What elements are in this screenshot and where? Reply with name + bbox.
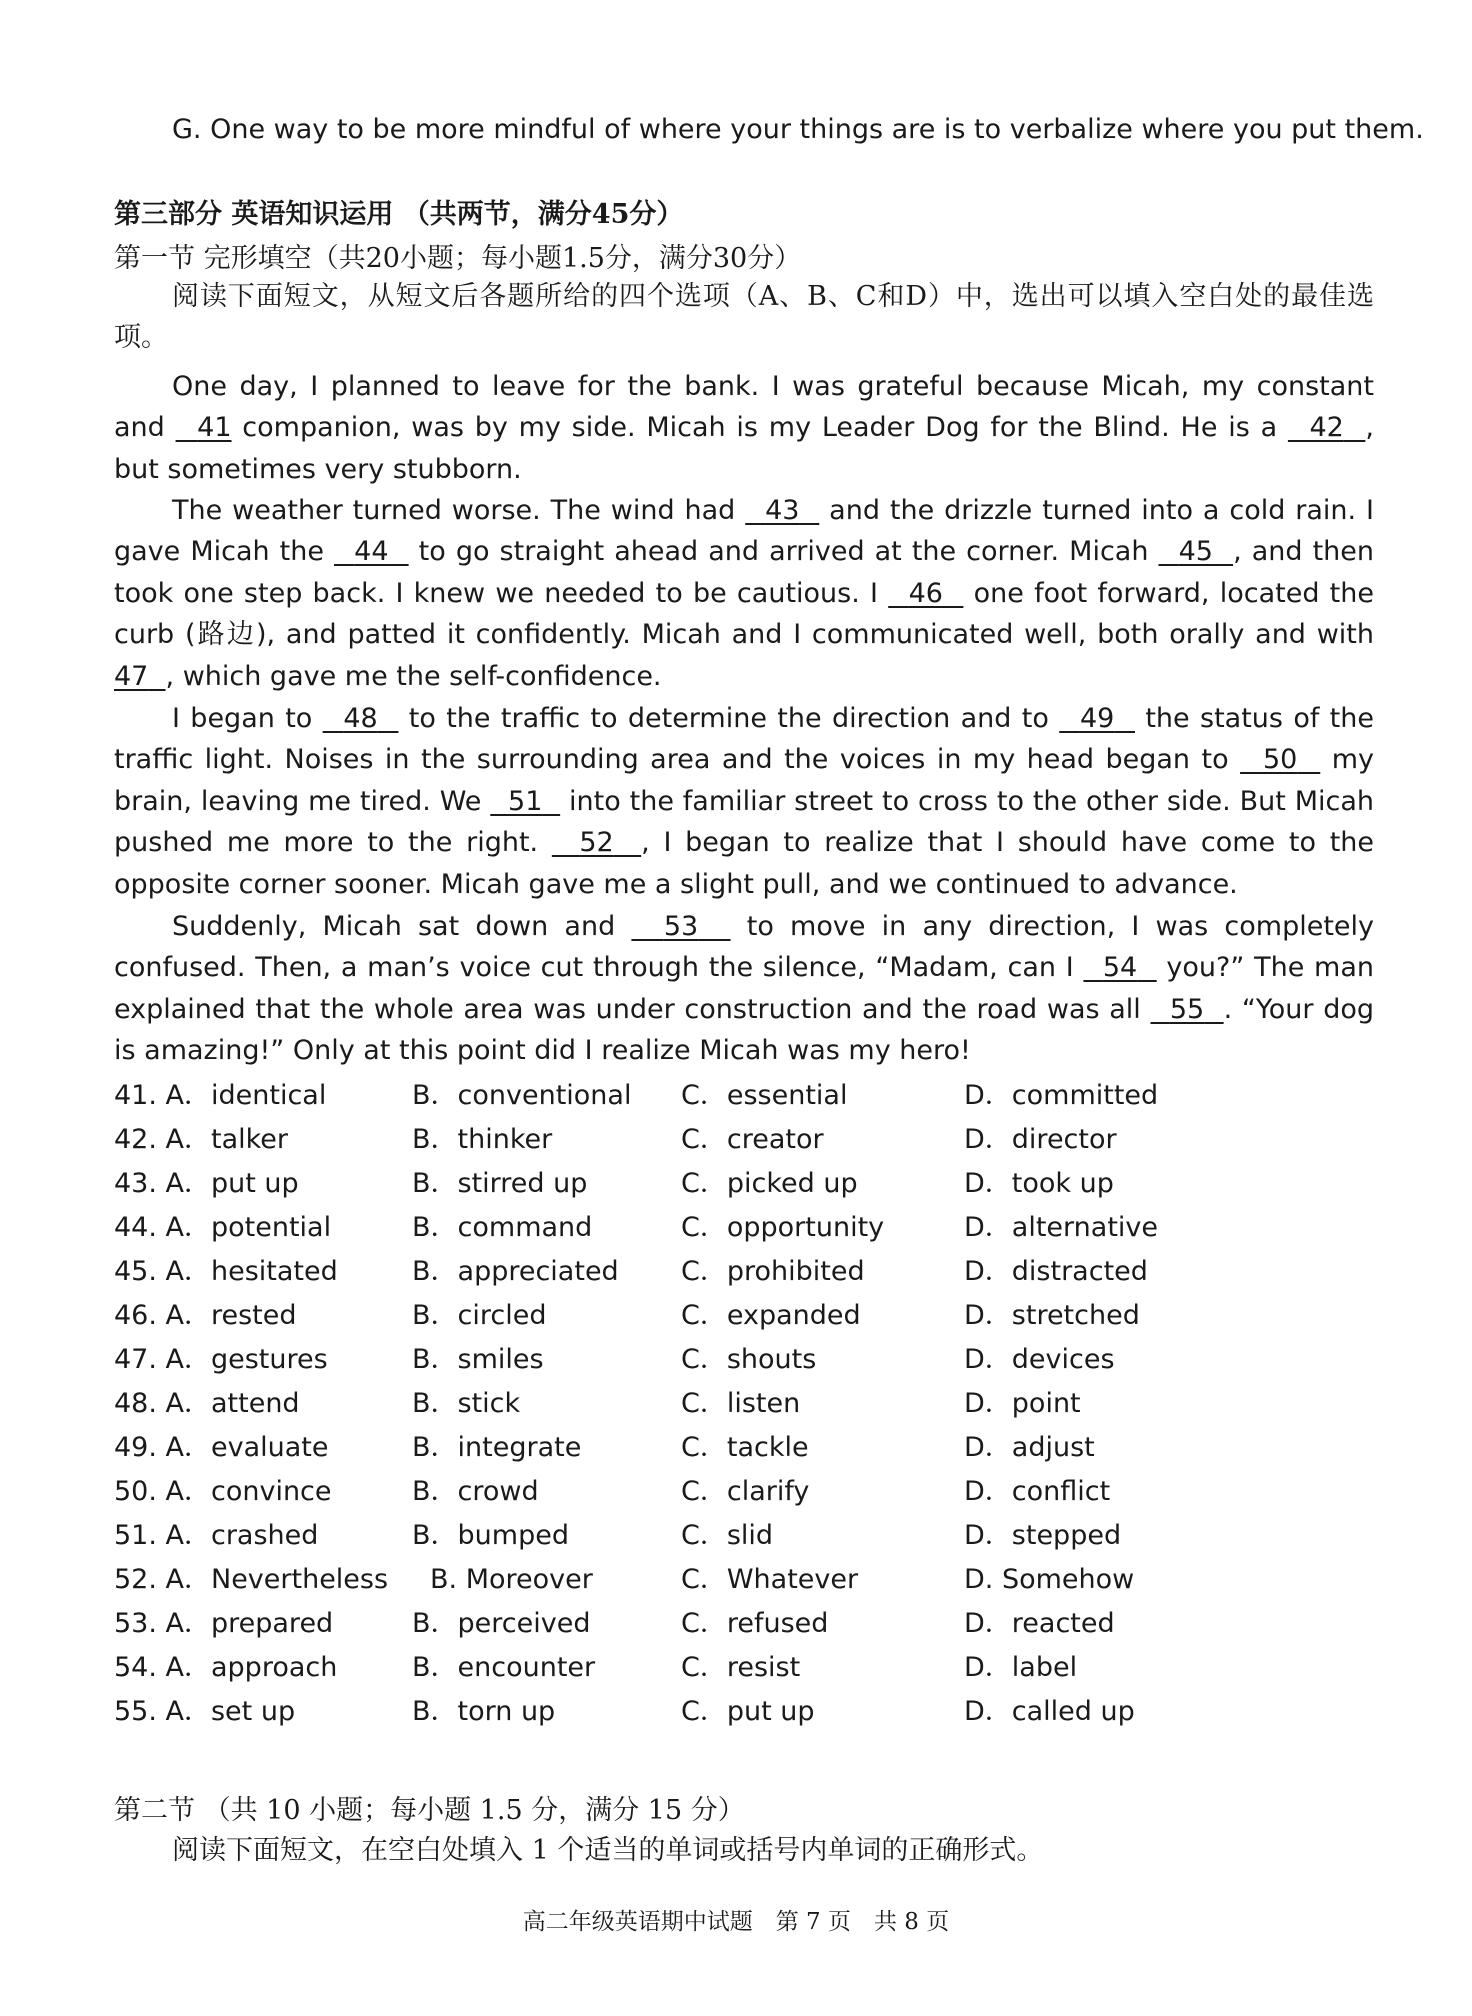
- blank-46: 46: [908, 577, 943, 609]
- option-c: C．refused: [681, 1608, 829, 1639]
- passage-paragraph-4: [114, 906, 1374, 1072]
- text: to the traffic to determine the direction and to: [398, 703, 1060, 734]
- text: into the familiar street to cross to the other side. But Micah pushed me more to the right.: [114, 785, 1374, 859]
- option-row-53: [114, 1602, 1214, 1646]
- option-a: 48. A．attend: [114, 1388, 300, 1419]
- text: , but sometimes very stubborn.: [114, 412, 1374, 485]
- option-d: D．point: [964, 1388, 1081, 1419]
- option-c: C．prohibited: [681, 1256, 865, 1287]
- option-d: D．devices: [964, 1344, 1115, 1375]
- blank-47: 47: [114, 660, 149, 692]
- blank-52: 52: [579, 827, 614, 859]
- option-a: 46. A．rested: [114, 1300, 297, 1331]
- option-d: D. Somehow: [964, 1564, 1135, 1595]
- blank-53: 53: [663, 911, 699, 942]
- option-c: C．tackle: [681, 1432, 809, 1463]
- option-d: D．alternative: [964, 1212, 1158, 1243]
- option-row-44: [114, 1206, 1214, 1250]
- option-b: B．thinker: [412, 1124, 553, 1155]
- option-d: D．stepped: [964, 1520, 1122, 1551]
- option-c: C．picked up: [681, 1168, 858, 1199]
- option-c: C．put up: [681, 1696, 815, 1727]
- blank-48: 48: [343, 703, 378, 734]
- option-d: D．adjust: [964, 1432, 1095, 1463]
- option-d: D．reacted: [964, 1608, 1115, 1639]
- option-row-52: [114, 1558, 1214, 1602]
- page-footer: 高二年级英语期中试题 第 7 页 共 8 页: [522, 1909, 950, 1935]
- option-c: C．expanded: [681, 1300, 861, 1331]
- option-d: D．committed: [964, 1080, 1159, 1111]
- option-b: B．integrate: [412, 1432, 582, 1463]
- blank-49: 49: [1079, 703, 1115, 734]
- text: The weather turned worse. The wind had: [172, 495, 746, 526]
- text: One day, I planned to leave for the bank. I was grateful because Micah, my constant and: [114, 371, 1374, 444]
- option-c: C．Whatever: [681, 1564, 859, 1595]
- option-b: B．crowd: [412, 1476, 539, 1507]
- option-a: 47. A．gestures: [114, 1344, 328, 1375]
- option-c: C．opportunity: [681, 1212, 885, 1243]
- option-a: 52. A．Nevertheless: [114, 1564, 389, 1595]
- option-a: 41. A．identical: [114, 1080, 327, 1111]
- blank-54: 54: [1102, 952, 1138, 984]
- blank-43: 43: [765, 495, 800, 526]
- part3-title: 第三部分 英语知识运用 （共两节，满分45分）: [114, 199, 684, 230]
- text: and the drizzle turned into a cold rain. I gave Micah the: [114, 495, 1374, 568]
- option-b: B．torn up: [412, 1696, 556, 1727]
- option-a: 55. A．set up: [114, 1696, 296, 1727]
- option-b: B．encounter: [412, 1652, 596, 1683]
- section2-title: 第二节 （共 10 小题；每小题 1.5 分，满分 15 分）: [114, 1795, 745, 1826]
- passage-paragraph-1: [114, 366, 1374, 490]
- option-c: C．essential: [681, 1080, 848, 1111]
- option-c: C．slid: [681, 1520, 774, 1551]
- option-row-43: [114, 1162, 1214, 1206]
- options-list: [114, 1074, 1214, 1734]
- option-d: D．distracted: [964, 1256, 1148, 1287]
- option-b: B. Moreover: [430, 1564, 593, 1595]
- text: I began to: [172, 703, 323, 734]
- option-row-45: [114, 1250, 1214, 1294]
- option-b: B．bumped: [412, 1520, 569, 1551]
- section2-instruction: 阅读下面短文，在空白处填入 1 个适当的单词或括号内单词的正确形式。: [172, 1835, 1044, 1866]
- option-d: D．label: [964, 1652, 1078, 1683]
- text: you?” The man explained that the whole area was under construction and the road was all: [114, 952, 1374, 1025]
- option-row-47: [114, 1338, 1214, 1382]
- option-d: D．called up: [964, 1696, 1135, 1727]
- option-b: B．command: [412, 1212, 593, 1243]
- option-d: D．took up: [964, 1168, 1114, 1199]
- option-row-46: [114, 1294, 1214, 1338]
- option-a: 51. A．crashed: [114, 1520, 319, 1551]
- option-row-48: [114, 1382, 1214, 1426]
- option-a: 54. A．approach: [114, 1652, 338, 1683]
- option-row-41: [114, 1074, 1214, 1118]
- text: , which gave me the self-confidence.: [165, 660, 662, 692]
- option-row-54: [114, 1646, 1214, 1690]
- text: to move in any direction, I was completely confused. Then, a man’s voice cut through the silence, “Madam, can I: [114, 911, 1375, 984]
- blank-41: 41: [197, 412, 232, 444]
- option-d: D．director: [964, 1124, 1117, 1155]
- option-a: 43. A．put up: [114, 1168, 299, 1199]
- option-a: 45. A．hesitated: [114, 1256, 338, 1287]
- section1-title: 第一节 完形填空（共20小题；每小题1.5分，满分30分）: [114, 243, 802, 274]
- option-c: C．shouts: [681, 1344, 817, 1375]
- option-row-51: [114, 1514, 1214, 1558]
- blank-44: 44: [354, 536, 389, 568]
- option-b: B．conventional: [412, 1080, 632, 1111]
- option-b: B．smiles: [412, 1344, 544, 1375]
- option-a: 53. A．prepared: [114, 1608, 334, 1639]
- option-c: C．listen: [681, 1388, 801, 1419]
- option-a: 50. A．convince: [114, 1476, 332, 1507]
- text: to go straight ahead and arrived at the corner. Micah: [408, 536, 1159, 568]
- text: one foot forward, located the curb (路边), and patted it confidently. Micah and I communicated well, both orally and with: [114, 577, 1374, 651]
- option-c: C．clarify: [681, 1476, 810, 1507]
- option-a: 42. A．talker: [114, 1124, 289, 1155]
- text: my brain, leaving me tired. We: [114, 744, 1375, 817]
- option-d: D．stretched: [964, 1300, 1140, 1331]
- section1-instruction: 阅读下面短文，从短文后各题所给的四个选项（A、B、C和D）中，选出可以填入空白处的最佳选项。: [114, 281, 1374, 354]
- blank-55: 55: [1169, 993, 1205, 1025]
- text: the status of the traffic light. Noises in the surrounding area and the voices in my head began to: [114, 703, 1374, 776]
- passage-paragraph-3: [114, 698, 1374, 905]
- option-g-line: G. One way to be more mindful of where your things are is to verbalize where you put them.: [172, 114, 1424, 145]
- option-b: B．appreciated: [412, 1256, 619, 1287]
- text: , I began to realize that I should have come to the opposite corner sooner. Micah gave me a slight pull, and we continued to advance.: [114, 827, 1375, 900]
- option-row-42: [114, 1118, 1214, 1162]
- blank-50: 50: [1262, 744, 1298, 776]
- option-b: B．stick: [412, 1388, 521, 1419]
- option-b: B．circled: [412, 1300, 547, 1331]
- option-b: B．stirred up: [412, 1168, 588, 1199]
- option-c: C．resist: [681, 1652, 801, 1683]
- option-d: D．conflict: [964, 1476, 1111, 1507]
- option-row-55: [114, 1690, 1214, 1734]
- blank-42: 42: [1309, 412, 1344, 444]
- blank-45: 45: [1178, 536, 1213, 568]
- text: , and then took one step back. I knew we needed to be cautious. I: [114, 536, 1374, 609]
- passage-paragraph-2: [114, 490, 1374, 697]
- option-a: 44. A．potential: [114, 1212, 332, 1243]
- option-row-50: [114, 1470, 1214, 1514]
- blank-51: 51: [508, 785, 543, 817]
- text: . “Your dog is amazing!” Only at this point did I realize Micah was my hero!: [114, 993, 1374, 1067]
- text: Suddenly, Micah sat down and: [172, 911, 632, 942]
- option-row-49: [114, 1426, 1214, 1470]
- option-c: C．creator: [681, 1124, 824, 1155]
- option-a: 49. A．evaluate: [114, 1432, 329, 1463]
- text: companion, was by my side. Micah is my Leader Dog for the Blind. He is a: [231, 412, 1288, 444]
- option-b: B．perceived: [412, 1608, 591, 1639]
